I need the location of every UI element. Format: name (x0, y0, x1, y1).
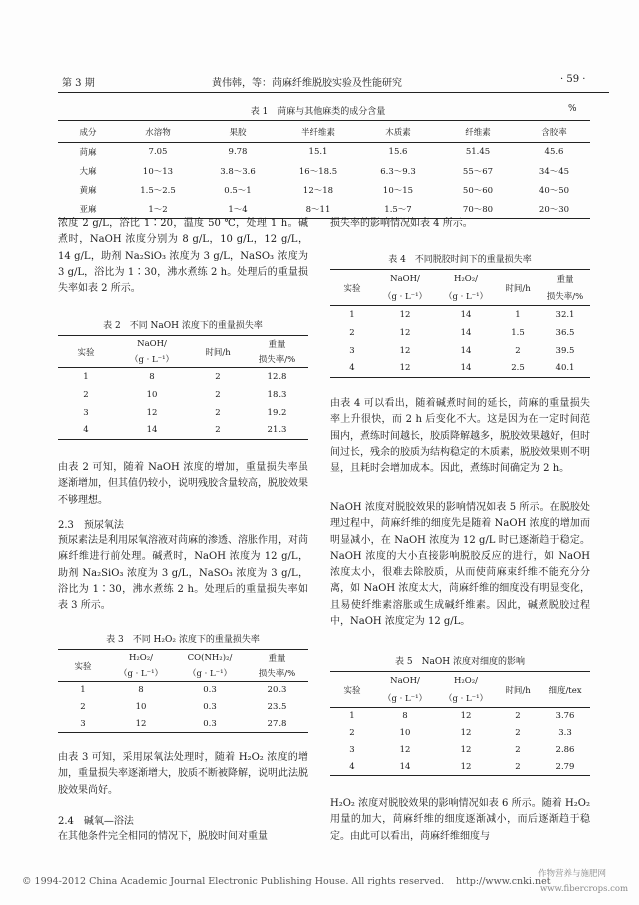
table4-cell: 14 (460, 309, 472, 320)
table5-cell: 12 (460, 745, 472, 755)
table3-cell: 3 (80, 718, 86, 729)
table5-col-header: H₂O₂/ (453, 675, 479, 686)
table2-cell: 18.3 (267, 389, 287, 400)
table4-cell: 12 (399, 363, 411, 374)
table3-col-header: 损失率/% (258, 669, 296, 680)
table3-col-header: （g · L⁻¹） (118, 669, 164, 680)
table2-cell: 1 (83, 371, 89, 382)
paragraph: 由表 4 可以看出，随着碱煮时间的延长，苘麻的重量损失率上升很快，而 2 h 后变化不大。这是因为在一定时间范围内，煮练时间越长，胶质降解越多，脱胶效果越好，但时间过长，残余的胶质为结构稳定的木质素，脱胶效果则不明显，且耗时会增加成本。因此，煮练时间确定为 2 h。 (330, 398, 590, 475)
table5-cell: 8 (402, 711, 408, 722)
table5-col-header: 细度/tex (548, 685, 582, 696)
table4-title: 表 4 不同脱胶时间下的重量损失率 (388, 255, 532, 265)
table4-cell: 2 (349, 327, 355, 338)
table1-cell: 1～4 (228, 204, 248, 215)
table1-cell: 15.1 (308, 147, 328, 158)
table1-cell: 51.45 (465, 147, 491, 158)
table4-col-header: 实验 (343, 283, 361, 294)
table2-cell: 12 (146, 407, 158, 418)
table4-col-header: 损失率/% (546, 292, 584, 303)
table3-cell: 0.3 (203, 718, 217, 729)
table4-cell: 2 (515, 345, 521, 356)
issue-label: 第 3 期 (62, 78, 95, 89)
page-number: · 59 · (560, 74, 586, 85)
table1-cell: 3.8～3.6 (220, 167, 256, 177)
table1-cell: 1～2 (148, 204, 168, 215)
table2-col-header: 损失率/% (258, 355, 296, 366)
table1-unit: % (568, 104, 577, 114)
table5-cell: 2 (349, 728, 355, 738)
table2-cell: 3 (83, 407, 89, 418)
table4-cell: 36.5 (555, 327, 575, 338)
table4-col-header: H₂O₂/ (453, 273, 479, 284)
table1-cell: 6.3～9.3 (380, 167, 416, 177)
cnki-link[interactable]: http://www.cnki.net (456, 876, 551, 887)
table-row (58, 699, 308, 716)
table1-cell: 苘麻 (79, 148, 97, 159)
table2-cell: 2 (83, 389, 89, 400)
table1-cell: 16～18.5 (298, 167, 338, 177)
table4-cell: 3 (349, 345, 355, 356)
section-heading: 2.4 碱氧—浴法 (58, 816, 134, 827)
table2-cell: 4 (83, 425, 89, 436)
table2-cell: 2 (215, 425, 221, 436)
table3-col-header: （g · L⁻¹） (187, 669, 233, 680)
table2-title: 表 2 不同 NaOH 浓度下的重量损失率 (103, 321, 263, 331)
table3-cell: 2 (80, 702, 86, 712)
table5-col-header: 时间/h (505, 685, 531, 696)
paragraph: 在其他条件完全相同的情况下，脱胶时间对重量 (58, 831, 268, 842)
paragraph: 由表 3 可知，采用尿氧法处理时，随着 H₂O₂ 浓度的增加，重量损失率逐渐增大，胶质不断被降解，说明此法脱胶效果尚好。 (58, 752, 308, 796)
table3-cell: 0.3 (203, 702, 217, 712)
copyright-notice: © 1994-2012 China Academic Journal Electronic Publishing House. All rights reserved. (22, 876, 445, 887)
table5-cell: 14 (399, 761, 411, 772)
table2-cell: 2 (215, 371, 221, 382)
table-row (58, 404, 308, 422)
table1-cell: 大麻 (79, 167, 97, 177)
table4-cell: 14 (460, 363, 472, 374)
table1-cell: 0.5～1 (224, 186, 252, 196)
table4-cell: 39.5 (555, 345, 575, 356)
table1-cell: 7.05 (148, 147, 168, 158)
table4-col-header: 时间/h (505, 283, 531, 294)
table2-cell: 19.2 (267, 407, 287, 418)
table1-col: 含胶率 (541, 127, 567, 138)
table5-cell: 2 (515, 745, 521, 755)
table3-cell: 10 (135, 702, 147, 712)
table-row (330, 342, 590, 360)
table4-cell: 2.5 (511, 363, 525, 374)
table1-cell: 34～45 (538, 167, 570, 177)
table1-cell: 70～80 (462, 204, 494, 215)
table5-cell: 2 (515, 728, 521, 738)
table-row (58, 422, 308, 440)
table-row (330, 708, 590, 725)
table-row (58, 181, 590, 200)
table5-cell: 3.76 (555, 711, 575, 722)
table-row (58, 143, 590, 162)
table-row (330, 324, 590, 342)
table1-cell: 亚麻 (79, 204, 97, 215)
table1-cell: 黄麻 (79, 186, 97, 196)
table1-cell: 20～30 (538, 204, 570, 215)
watermark-url: www.fibercrops.com (540, 884, 629, 894)
table4-cell: 1 (515, 309, 521, 320)
table4-cell: 32.1 (555, 309, 575, 320)
table1-cell: 1.5～2.5 (140, 186, 176, 196)
table3-cell: 1 (80, 685, 86, 696)
table1-cell: 45.6 (544, 147, 564, 158)
table4-cell: 40.1 (555, 363, 575, 374)
table3-title: 表 3 不同 H₂O₂ 浓度下的重量损失率 (106, 635, 260, 645)
table1-cell: 10～13 (142, 167, 174, 177)
paragraph: 损失率的影响情况如表 4 所示。 (330, 218, 473, 229)
table1-col: 木质素 (385, 127, 411, 138)
table-row (58, 368, 308, 386)
table3-cell: 27.8 (267, 718, 287, 729)
section-heading: 2.3 预尿氧法 (58, 520, 124, 531)
table-row (330, 306, 590, 324)
table5-cell: 4 (349, 761, 355, 772)
table3-col-header: 重量 (268, 653, 286, 664)
table2-cell: 10 (146, 389, 158, 400)
table5-cell: 2.86 (555, 745, 575, 755)
watermark-text: 作物营养与施肥网 (538, 869, 607, 879)
table2-col-header: 实验 (77, 347, 95, 358)
table5-cell: 12 (399, 745, 411, 755)
table2-cell: 14 (146, 425, 158, 436)
table2-cell: 8 (149, 371, 155, 382)
table2-cell: 21.3 (267, 425, 287, 436)
table4-cell: 14 (460, 327, 472, 338)
table1-title: 表 1 苘麻与其他麻类的成分含量 (250, 107, 386, 117)
table3-cell: 20.3 (267, 685, 287, 696)
table-row (58, 162, 590, 181)
table1-cell: 10～15 (382, 186, 414, 196)
table5-col-header: （g · L⁻¹） (443, 694, 489, 705)
table1-cell: 1.5～7 (384, 204, 412, 215)
table3-cell: 12 (135, 718, 147, 729)
table-row (58, 682, 308, 699)
table2-cell: 2 (215, 407, 221, 418)
table4-cell: 14 (460, 345, 472, 356)
table5-col-header: （g · L⁻¹） (382, 694, 428, 705)
table2-col-header: NaOH/ (137, 338, 167, 349)
table2-cell: 12.8 (267, 371, 287, 382)
table3-cell: 8 (138, 685, 144, 696)
table-row (330, 725, 590, 742)
table5-col-header: 实验 (343, 685, 361, 696)
table1-col: 水溶物 (145, 127, 171, 138)
table4 (330, 269, 590, 378)
paragraph: 预尿素法是利用尿氧溶液对苘麻的渗透、溶胀作用，对苘麻纤维进行前处理。碱煮时，NaOH 浓度为 12 g/L，助剂 Na₂SiO₃ 浓度为 3 g/L，NaSO₃ 浓度为 3 g/L，浴比为 1∶30，沸水煮练 2 h。处理后的重量损失率如表 3 所示。 (58, 535, 308, 612)
table5-cell: 10 (399, 728, 411, 738)
paragraph: H₂O₂ 浓度对脱胶效果的影响情况如表 6 所示。随着 H₂O₂ 用量的加大，苘麻纤维的细度逐渐减小，而后逐渐趋于稳定。由此可以看出，苘麻纤维细度与 (330, 798, 590, 842)
table4-cell: 1.5 (511, 327, 525, 338)
table2-cell: 2 (215, 389, 221, 400)
table5 (330, 671, 590, 776)
table1 (58, 120, 590, 219)
table4-col-header: （g · L⁻¹） (382, 292, 428, 303)
table1-col: 半纤维素 (300, 127, 335, 138)
table5-cell: 3 (349, 745, 355, 755)
table4-cell: 12 (399, 327, 411, 338)
table4-col-header: （g · L⁻¹） (443, 292, 489, 303)
table2-col-header: 时间/h (205, 347, 231, 358)
table4-cell: 12 (399, 309, 411, 320)
table-row (330, 360, 590, 378)
table5-title: 表 5 NaOH 浓度对细度的影响 (395, 657, 525, 667)
table5-cell: 12 (460, 711, 472, 722)
table-row (58, 716, 308, 733)
header-rule (58, 92, 609, 93)
table3-cell: 0.3 (203, 685, 217, 696)
table1-col: 成分 (79, 127, 97, 138)
table1-cell: 15.6 (388, 147, 408, 158)
table4-cell: 12 (399, 345, 411, 356)
table5-cell: 12 (460, 761, 472, 772)
table2-col-header: 重量 (268, 339, 286, 350)
table3 (58, 649, 308, 733)
table4-col-header: 重量 (556, 274, 574, 285)
table5-cell: 2.79 (555, 761, 575, 772)
table-row (330, 742, 590, 759)
table1-cell: 55～67 (462, 167, 494, 177)
table1-col: 纤维素 (465, 127, 491, 138)
table3-col-header: CO(NH₂)₂/ (187, 652, 233, 663)
table1-cell: 50～60 (462, 186, 494, 196)
table5-cell: 1 (349, 711, 355, 722)
table4-cell: 4 (349, 363, 355, 374)
table5-cell: 2 (515, 711, 521, 722)
table3-cell: 23.5 (267, 702, 287, 712)
paragraph: 浓度 2 g/L，浴比 1∶20，温度 50 ℃，处理 1 h。碱煮时，NaOH 浓度分别为 8 g/L，10 g/L，12 g/L，14 g/L，助剂 Na₂SiO₃ 浓度为 3 g/L，NaSO₃ 浓度为 3 g/L，浴比为 1∶30，沸水煮练 2 h。处理后的重量损失率如表 2 所示。 (58, 218, 308, 295)
table5-col-header: NaOH/ (390, 675, 420, 686)
table1-cell: 9.78 (228, 147, 248, 158)
table1-cell: 12～18 (302, 186, 334, 196)
table5-cell: 12 (460, 728, 472, 738)
running-title: 黄伟韩，等：苘麻纤维脱胶实验及性能研究 (212, 78, 402, 89)
table1-header-row (58, 121, 590, 143)
table5-cell: 2 (515, 761, 521, 772)
table2-col-header: （g · L⁻¹） (129, 355, 175, 366)
table3-col-header: H₂O₂/ (128, 652, 154, 663)
table2 (58, 335, 308, 440)
table4-col-header: NaOH/ (390, 273, 420, 284)
table5-cell: 3.3 (558, 728, 572, 738)
table3-col-header: 实验 (74, 661, 92, 672)
table1-cell: 8～11 (305, 204, 331, 215)
table4-cell: 1 (349, 309, 355, 320)
table-row (330, 759, 590, 776)
table-row (58, 386, 308, 404)
table1-cell: 40～50 (538, 186, 570, 196)
paragraph: NaOH 浓度对脱胶效果的影响情况如表 5 所示。在脱胶处理过程中，苘麻纤维的细度先是随着 NaOH 浓度的增加而明显减小，在 NaOH 浓度为 12 g/L 时已逐渐趋于稳定。NaOH 浓度的大小直接影响脱胶反应的进行，如 NaOH 浓度太小，很难去除胶质，从而使苘麻束纤维不能充分分离，如 NaOH 浓度太大，苘麻纤维的细度没有明显变化，且易使纤维素溶胀或生成碱纤维素。因此，碱煮脱胶过程中，NaOH 浓度定为 12 g/L。 (330, 502, 590, 628)
table1-col: 果胶 (229, 127, 247, 138)
paragraph: 由表 2 可知，随着 NaOH 浓度的增加，重量损失率虽逐渐增加，但其值仍较小，说明残胶含量较高，脱胶效果不够理想。 (58, 462, 308, 506)
